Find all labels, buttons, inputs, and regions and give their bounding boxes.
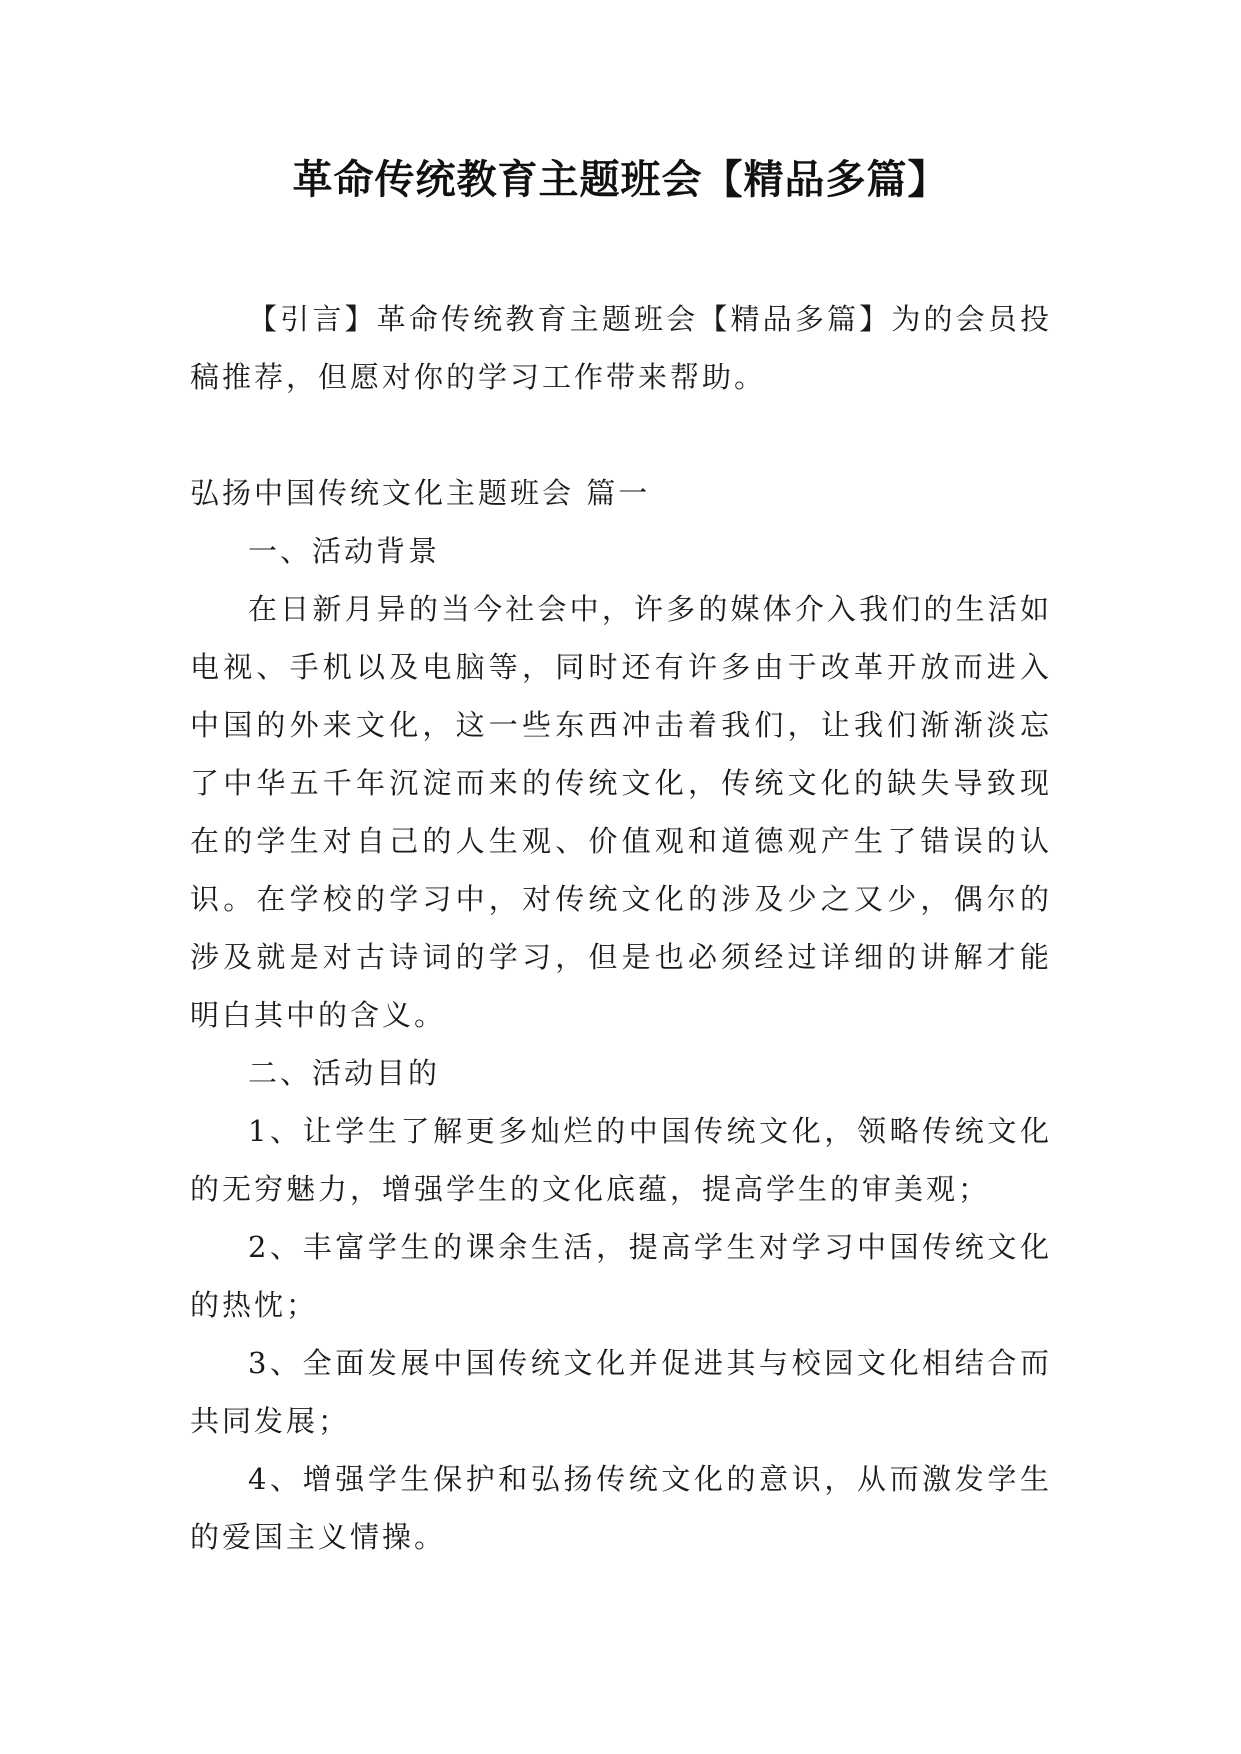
- goal-item: 2、丰富学生的课余生活，提高学生对学习中国传统文化的热忱；: [190, 1230, 1052, 1322]
- section-title: 弘扬中国传统文化主题班会 篇一: [190, 476, 651, 510]
- intro-paragraph: 【引言】革命传统教育主题班会【精品多篇】为的会员投稿推荐，但愿对你的学习工作带来帮助。: [190, 302, 1052, 394]
- spacer: [190, 406, 1052, 464]
- goal-item: 4、增强学生保护和弘扬传统文化的意识，从而激发学生的爱国主义情操。: [190, 1462, 1052, 1554]
- heading-purpose: 二、活动目的: [248, 1056, 441, 1090]
- goal-item: 3、全面发展中国传统文化并促进其与校园文化相结合而共同发展；: [190, 1346, 1052, 1438]
- document-body: [190, 290, 1052, 1566]
- heading-background: 一、活动背景: [248, 534, 441, 568]
- goal-item: 1、让学生了解更多灿烂的中国传统文化，领略传统文化的无穷魅力，增强学生的文化底蕴，提高学生的审美观；: [190, 1114, 1052, 1206]
- document-title: 革命传统教育主题班会【精品多篇】: [292, 157, 949, 203]
- background-paragraph: 在日新月异的当今社会中，许多的媒体介入我们的生活如电视、手机以及电脑等，同时还有许多由于改革开放而进入中国的外来文化，这一些东西冲击着我们，让我们渐渐淡忘了中华五千年沉淀而来的传统文化，传统文化的缺失导致现在的学生对自己的人生观、价值观和道德观产生了错误的认识。在学校的学习中，对传统文化的涉及少之又少，偶尔的涉及就是对古诗词的学习，但是也必须经过详细的讲解才能明白其中的含义。: [190, 592, 1052, 1032]
